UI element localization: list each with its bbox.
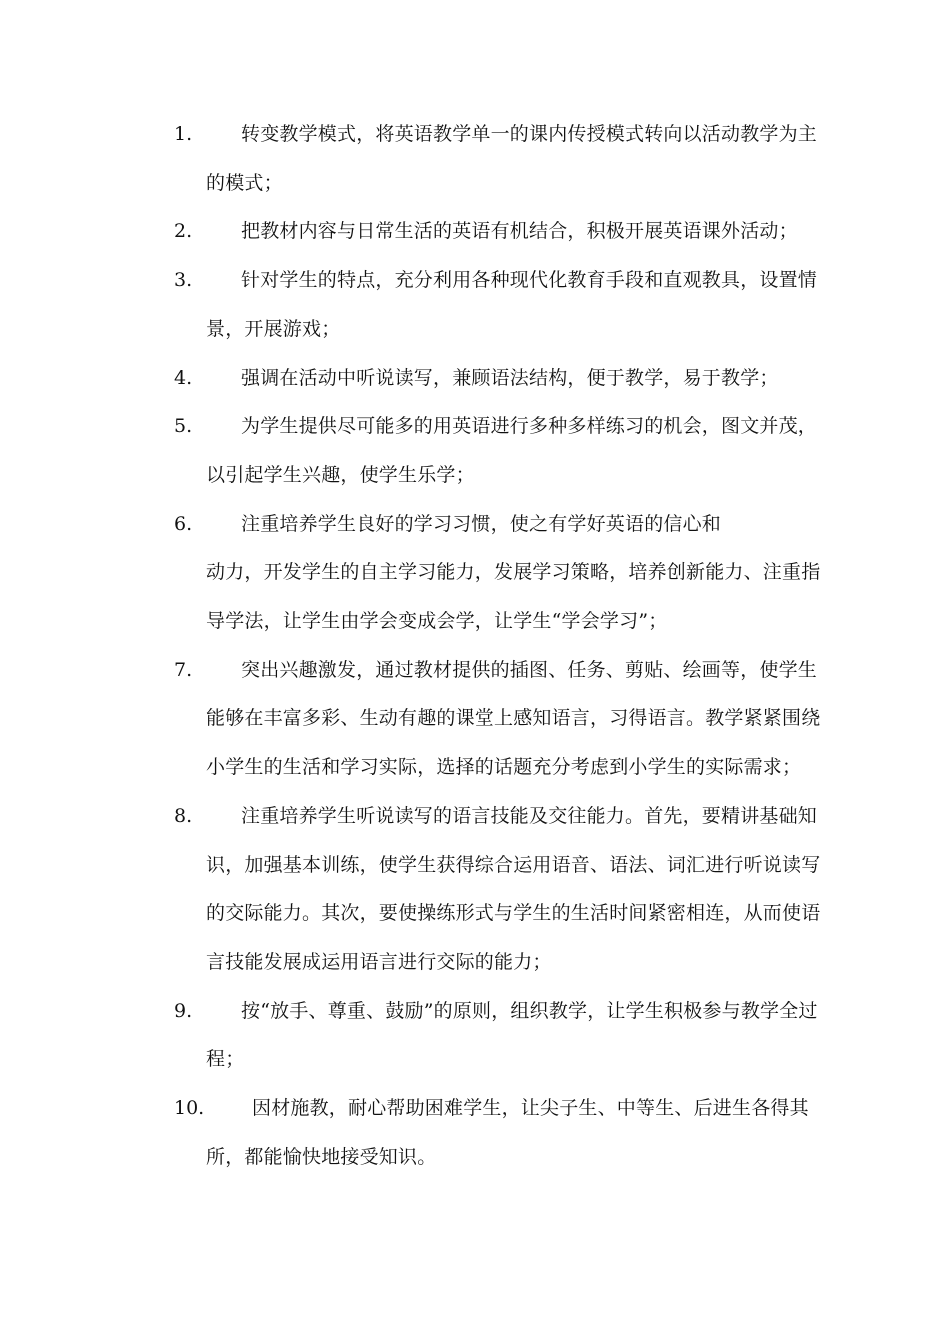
list-item-text: 把教材内容与日常生活的英语有机结合，积极开展英语课外活动； (241, 220, 798, 243)
list-item (174, 646, 834, 792)
list-item-number: 3. (174, 269, 193, 292)
numbered-list (174, 110, 834, 1181)
list-item (174, 792, 834, 987)
list-item-number: 4. (174, 366, 193, 389)
list-item-text: 因材施教，耐心帮助困难学生，让尖子生、中等生、后进生各得其所，都能愉快地接受知识。 (206, 1097, 809, 1168)
list-item (174, 207, 834, 256)
list-item (174, 500, 834, 646)
list-item-number: 2. (174, 220, 193, 243)
list-item (174, 402, 834, 499)
list-item-number: 9. (174, 999, 193, 1022)
list-item-number: 6. (174, 512, 193, 535)
list-item-number: 1. (174, 123, 193, 145)
list-item-number: 10. (174, 1097, 205, 1120)
list-item (174, 354, 834, 403)
list-item-text: 转变教学模式，将英语教学单一的课内传授模式转向以活动教学为主的模式； (206, 123, 818, 194)
list-item-text: 突出兴趣激发，通过教材提供的插图、任务、剪贴、绘画等，使学生能够在丰富多彩、生动有趣的课堂上感知语言，习得语言。教学紧紧围绕小学生的生活和学习实际，选择的话题充分考虑到小学生的实际需求； (206, 658, 821, 779)
list-item-text: 强调在活动中听说读写，兼顾语法结构，便于教学，易于教学； (241, 366, 779, 389)
list-item-text-first-line: 注重培养学生良好的学习习惯，使之有学好英语的信心和 (241, 512, 722, 535)
list-item-text: 针对学生的特点，充分利用各种现代化教育手段和直观教具，设置情景，开展游戏； (206, 269, 818, 340)
list-item (174, 110, 834, 207)
list-item-text-continuation: 动力，开发学生的自主学习能力，发展学习策略，培养创新能力、注重指导学法，让学生由学会变成会学，让学生“学会学习”； (206, 561, 821, 633)
list-item-text: 注重培养学生听说读写的语言技能及交往能力。首先，要精讲基础知识，加强基本训练，使学生获得综合运用语音、语法、词汇进行听说读写的交际能力。其次，要使操练形式与学生的生活时间紧密相连，从而使语言技能发展成运用语言进行交际的能力； (206, 804, 821, 973)
list-item-text: 为学生提供尽可能多的用英语进行多种多样练习的机会，图文并茂，以引起学生兴趣，使学生乐学； (206, 415, 818, 486)
list-item (174, 1084, 834, 1181)
list-item (174, 987, 834, 1084)
list-item-number: 8. (174, 804, 193, 827)
list-item-text (174, 500, 834, 646)
list-item-text: 按“放手、尊重、鼓励”的原则，组织教学，让学生积极参与教学全过程； (206, 999, 818, 1071)
list-item (174, 256, 834, 353)
list-item-number: 7. (174, 658, 193, 681)
list-item-number: 5. (174, 415, 193, 438)
